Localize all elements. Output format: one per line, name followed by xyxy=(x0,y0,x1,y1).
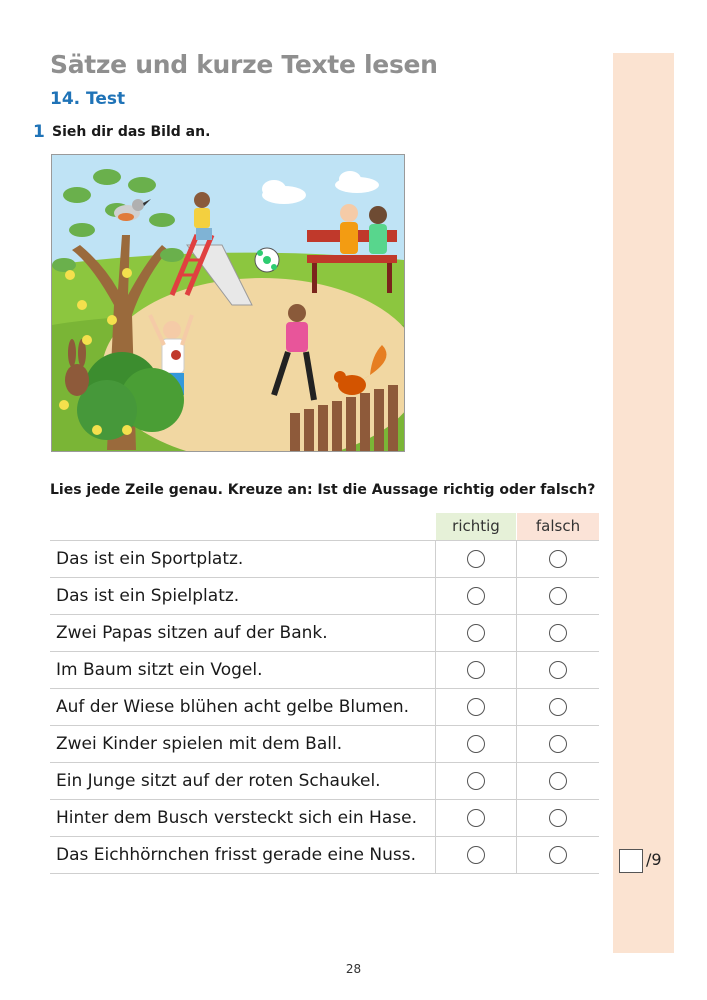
richtig-radio[interactable] xyxy=(467,846,485,864)
falsch-radio[interactable] xyxy=(549,550,567,568)
table-row xyxy=(50,615,599,652)
table-row xyxy=(50,726,599,763)
table-row xyxy=(50,652,599,689)
falsch-radio[interactable] xyxy=(549,698,567,716)
column-header-falsch: falsch xyxy=(517,513,599,540)
table-row xyxy=(50,837,599,874)
statement-text: Auf der Wiese blühen acht gelbe Blumen. xyxy=(56,697,410,717)
richtig-radio[interactable] xyxy=(467,550,485,568)
table-row xyxy=(50,800,599,837)
richtig-radio[interactable] xyxy=(467,624,485,642)
statement-text: Das Eichhörnchen frisst gerade eine Nuss. xyxy=(56,845,416,865)
test-subtitle: 14. Test xyxy=(50,89,126,109)
ball-icon xyxy=(255,248,279,272)
falsch-radio[interactable] xyxy=(549,661,567,679)
answer-table xyxy=(50,540,599,874)
page-number: 28 xyxy=(345,962,362,976)
table-row xyxy=(50,689,599,726)
statement-text: Im Baum sitzt ein Vogel. xyxy=(56,660,263,680)
playground-illustration xyxy=(51,154,405,452)
richtig-radio[interactable] xyxy=(467,735,485,753)
falsch-radio[interactable] xyxy=(549,624,567,642)
column-header-richtig: richtig xyxy=(436,513,516,540)
task-number: 1 xyxy=(33,122,45,142)
richtig-radio[interactable] xyxy=(467,587,485,605)
statement-text: Zwei Kinder spielen mit dem Ball. xyxy=(56,734,343,754)
table-row xyxy=(50,763,599,800)
statement-text: Hinter dem Busch versteckt sich ein Hase. xyxy=(56,808,417,828)
statement-text: Das ist ein Spielplatz. xyxy=(56,586,240,606)
score-margin-strip xyxy=(613,53,674,953)
table-row xyxy=(50,541,599,578)
richtig-radio[interactable] xyxy=(467,772,485,790)
falsch-radio[interactable] xyxy=(549,772,567,790)
falsch-radio[interactable] xyxy=(549,735,567,753)
page-title: Sätze und kurze Texte lesen xyxy=(50,50,438,79)
falsch-radio[interactable] xyxy=(549,587,567,605)
statement-text: Das ist ein Sportplatz. xyxy=(56,549,244,569)
score-total: /9 xyxy=(646,850,662,869)
table-row xyxy=(50,578,599,615)
falsch-radio[interactable] xyxy=(549,809,567,827)
statement-text: Ein Junge sitzt auf der roten Schaukel. xyxy=(56,771,381,791)
question-instruction: Lies jede Zeile genau. Kreuze an: Ist die Aussage richtig oder falsch? xyxy=(50,482,596,498)
richtig-radio[interactable] xyxy=(467,698,485,716)
statement-text: Zwei Papas sitzen auf der Bank. xyxy=(56,623,328,643)
falsch-radio[interactable] xyxy=(549,846,567,864)
richtig-radio[interactable] xyxy=(467,661,485,679)
richtig-radio[interactable] xyxy=(467,809,485,827)
score-input-box[interactable] xyxy=(619,849,643,873)
task-instruction: Sieh dir das Bild an. xyxy=(52,124,211,140)
